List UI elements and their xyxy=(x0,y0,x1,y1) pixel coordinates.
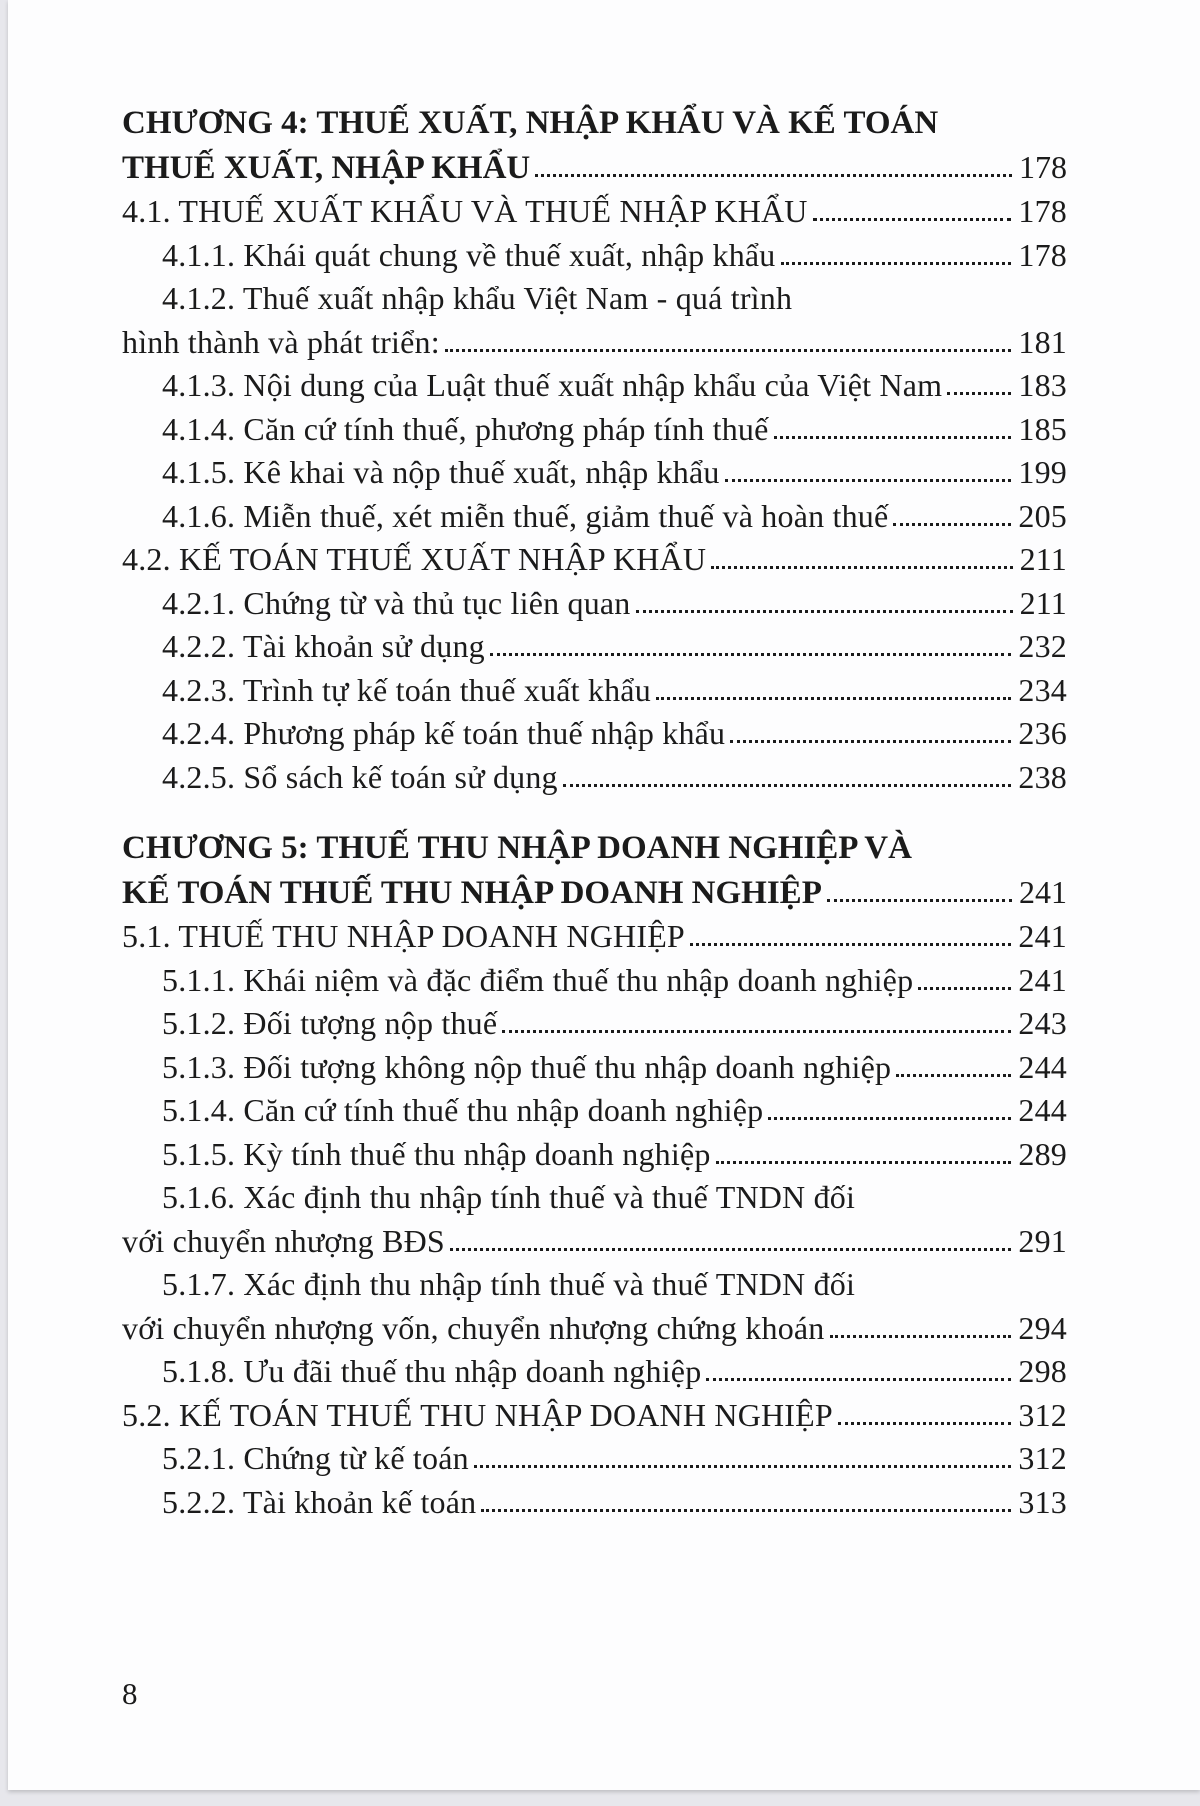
toc-entry-text: 5.1.5. Kỳ tính thuế thu nhập doanh nghiệp xyxy=(162,1135,711,1172)
toc-page-number: 199 xyxy=(1018,454,1067,490)
dot-leader xyxy=(827,899,1012,902)
dot-leader xyxy=(636,610,1013,613)
toc-entry-text: 5.2.1. Chứng từ kế toán xyxy=(162,1440,469,1476)
toc-row xyxy=(122,538,1067,582)
toc-page-number: 234 xyxy=(1018,671,1067,708)
dot-leader xyxy=(450,1248,1011,1251)
toc-row xyxy=(122,364,1067,408)
toc-page-number: 178 xyxy=(1018,236,1067,273)
toc-row xyxy=(122,234,1067,278)
toc-page-number: 243 xyxy=(1018,1005,1067,1041)
toc-entry-text: THUẾ XUẤT, NHẬP KHẨU xyxy=(122,149,531,186)
toc-row xyxy=(122,1220,1067,1264)
dot-leader xyxy=(711,566,1012,569)
dot-leader xyxy=(768,1117,1011,1120)
footer-page-number: 8 xyxy=(122,1676,138,1711)
dot-leader xyxy=(893,523,1011,526)
dot-leader xyxy=(716,1161,1012,1164)
toc-row xyxy=(122,495,1067,539)
toc-entry-text: hình thành và phát triển: xyxy=(122,323,440,360)
dot-leader xyxy=(830,1335,1012,1338)
toc-entry-text: 4.2.1. Chứng từ và thủ tục liên quan xyxy=(162,584,631,621)
dot-leader xyxy=(725,479,1012,482)
toc-page-number: 294 xyxy=(1018,1309,1067,1346)
dot-leader xyxy=(445,349,1012,352)
toc-page-number: 211 xyxy=(1019,584,1067,621)
toc-row xyxy=(122,1307,1067,1351)
dot-leader xyxy=(563,784,1012,787)
toc-row xyxy=(122,1002,1067,1046)
dot-leader xyxy=(502,1030,1011,1033)
toc xyxy=(122,102,1067,1524)
dot-leader xyxy=(535,174,1012,177)
toc-entry-text: 4.1. THUẾ XUẤT KHẨU VÀ THUẾ NHẬP KHẨU xyxy=(122,193,808,229)
book-page xyxy=(8,0,1200,1790)
toc-page-number: 289 xyxy=(1018,1135,1067,1172)
toc-page-number: 205 xyxy=(1018,497,1067,534)
toc-entry-text: 4.1.5. Kê khai và nộp thuế xuất, nhập khẩu xyxy=(162,454,720,490)
toc-row xyxy=(122,669,1067,713)
toc-page-number: 236 xyxy=(1018,715,1067,751)
toc-page-number: 241 xyxy=(1018,918,1067,954)
toc-row xyxy=(122,915,1067,959)
dot-leader xyxy=(706,1378,1011,1381)
toc-row xyxy=(122,321,1067,365)
dot-leader xyxy=(947,392,1011,395)
toc-row xyxy=(122,1437,1067,1481)
toc-entry-text: 5.1.3. Đối tượng không nộp thuế thu nhập doanh nghiệp xyxy=(162,1048,892,1085)
toc-entry-text: 5.1.7. Xác định thu nhập tính thuế và thuế TNDN đối xyxy=(162,1266,856,1302)
toc-page-number: 312 xyxy=(1018,1440,1067,1476)
toc-row xyxy=(122,871,1067,916)
toc-entry-text: 4.1.4. Căn cứ tính thuế, phương pháp tính thuế xyxy=(162,410,769,447)
toc-row xyxy=(122,1176,1067,1220)
dot-leader xyxy=(481,1509,1011,1512)
toc-page-number: 313 xyxy=(1018,1483,1067,1520)
toc-row xyxy=(122,959,1067,1003)
toc-row xyxy=(122,146,1067,191)
dot-leader xyxy=(838,1422,1011,1425)
toc-row xyxy=(122,1089,1067,1133)
toc-entry-text: với chuyển nhượng BĐS xyxy=(122,1222,445,1259)
dot-leader xyxy=(730,740,1011,743)
toc-page-number: 241 xyxy=(1018,961,1067,998)
toc-row xyxy=(122,756,1067,800)
toc-page-number: 244 xyxy=(1018,1092,1067,1128)
toc-page-number: 241 xyxy=(1019,873,1067,910)
toc-entry-text: 5.1.4. Căn cứ tính thuế thu nhập doanh nghiệp xyxy=(162,1092,764,1128)
dot-leader xyxy=(781,262,1012,265)
dot-leader xyxy=(918,987,1011,990)
toc-page-number: 312 xyxy=(1018,1396,1067,1433)
toc-entry-text: 5.1. THUẾ THU NHẬP DOANH NGHIỆP xyxy=(122,918,685,954)
toc-entry-text: CHƯƠNG 5: THUẾ THU NHẬP DOANH NGHIỆP VÀ xyxy=(122,830,912,866)
dot-leader xyxy=(656,697,1011,700)
toc-entry-text: 5.1.1. Khái niệm và đặc điểm thuế thu nhập doanh nghiệp xyxy=(162,961,914,998)
toc-page-number: 185 xyxy=(1018,410,1067,447)
toc-entry-text: 4.1.3. Nội dung của Luật thuế xuất nhập khẩu của Việt Nam xyxy=(162,367,943,403)
dot-leader xyxy=(813,218,1012,221)
toc-page-number: 232 xyxy=(1018,628,1067,664)
dot-leader xyxy=(690,943,1011,946)
toc-entry-text: 4.1.6. Miễn thuế, xét miễn thuế, giảm thuế và hoàn thuế xyxy=(162,497,889,534)
toc-entry-text: 4.1.1. Khái quát chung về thuế xuất, nhập khẩu xyxy=(162,236,776,273)
dot-leader xyxy=(490,653,1012,656)
toc-row xyxy=(122,408,1067,452)
toc-page-number: 211 xyxy=(1019,541,1067,577)
toc-row xyxy=(122,1394,1067,1438)
dot-leader xyxy=(774,436,1012,439)
toc-entry-text: 4.2.5. Sổ sách kế toán sử dụng xyxy=(162,758,558,795)
toc-row xyxy=(122,451,1067,495)
toc-page-number: 291 xyxy=(1018,1222,1067,1259)
toc-entry-text: KẾ TOÁN THUẾ THU NHẬP DOANH NGHIỆP xyxy=(122,874,822,911)
toc-entry-text: 4.2. KẾ TOÁN THUẾ XUẤT NHẬP KHẨU xyxy=(122,541,707,577)
toc-row xyxy=(122,582,1067,626)
toc-page-number: 298 xyxy=(1018,1353,1067,1389)
toc-page-number: 183 xyxy=(1018,367,1067,403)
toc-row xyxy=(122,712,1067,756)
toc-entry-text: 4.1.2. Thuế xuất nhập khẩu Việt Nam - quá trình xyxy=(162,280,793,316)
toc-row xyxy=(122,1046,1067,1090)
toc-page-number: 178 xyxy=(1019,148,1067,185)
toc-row xyxy=(122,1481,1067,1525)
toc-entry-text: với chuyển nhượng vốn, chuyển nhượng chứng khoán xyxy=(122,1309,825,1346)
toc-entry-text: 5.1.6. Xác định thu nhập tính thuế và thuế TNDN đối xyxy=(162,1179,856,1215)
toc-row xyxy=(122,827,1067,871)
toc-entry-text: CHƯƠNG 4: THUẾ XUẤT, NHẬP KHẨU VÀ KẾ TOÁN xyxy=(122,105,939,141)
toc-row xyxy=(122,190,1067,234)
toc-page-number: 238 xyxy=(1018,758,1067,795)
toc-row xyxy=(122,1263,1067,1307)
toc-entry-text: 5.2.2. Tài khoản kế toán xyxy=(162,1483,477,1520)
toc-entry-text: 5.2. KẾ TOÁN THUẾ THU NHẬP DOANH NGHIỆP xyxy=(122,1396,833,1433)
toc-page-number: 178 xyxy=(1018,193,1067,229)
dot-leader xyxy=(474,1465,1012,1468)
toc-row xyxy=(122,625,1067,669)
toc-page-number: 244 xyxy=(1018,1048,1067,1085)
toc-entry-text: 5.1.2. Đối tượng nộp thuế xyxy=(162,1005,498,1041)
toc-row xyxy=(122,1133,1067,1177)
dot-leader xyxy=(896,1074,1011,1077)
toc-entry-text: 5.1.8. Ưu đãi thuế thu nhập doanh nghiệp xyxy=(162,1353,702,1389)
toc-page-number: 181 xyxy=(1018,323,1067,360)
toc-entry-text: 4.2.3. Trình tự kế toán thuế xuất khẩu xyxy=(162,671,651,708)
toc-entry-text: 4.2.2. Tài khoản sử dụng xyxy=(162,628,485,664)
toc-entry-text: 4.2.4. Phương pháp kế toán thuế nhập khẩu xyxy=(162,715,726,751)
toc-row xyxy=(122,102,1067,146)
toc-row xyxy=(122,1350,1067,1394)
toc-row xyxy=(122,277,1067,321)
